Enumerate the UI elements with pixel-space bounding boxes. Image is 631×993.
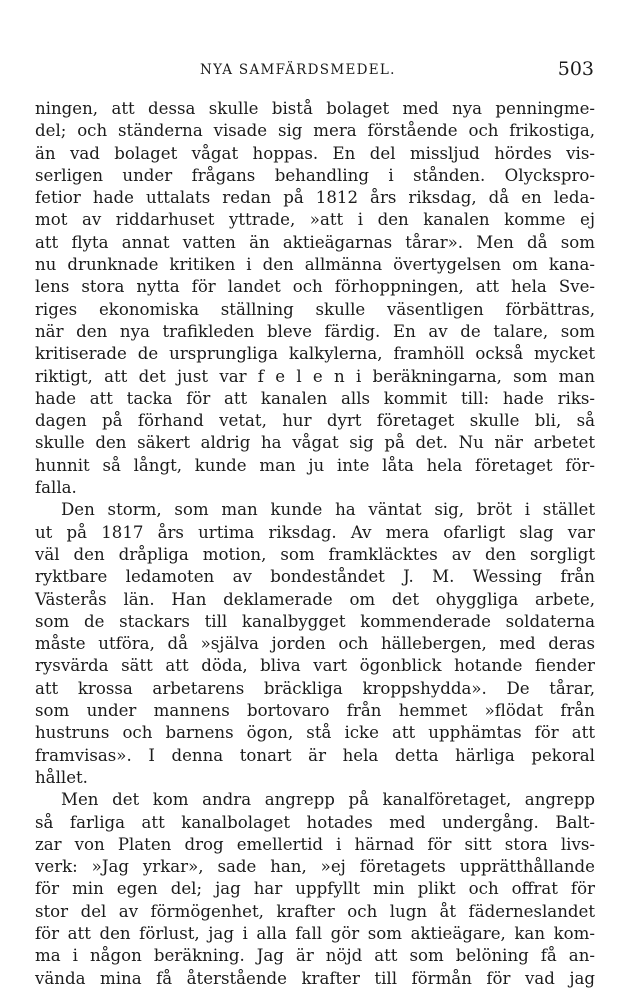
text-line: nu drunknade kritiken i den allmänna övertygelsen om kana- [35,255,595,275]
text-line: än vad bolaget vågat hoppas. En del missljud hördes vis- [35,143,595,163]
text-line: stor del av förmögenhet, krafter och lugn åt fäderneslandet [35,901,595,921]
text-line: ningen, att dessa skulle bistå bolaget med nya penningme- [35,99,595,118]
text-line: ut på 1817 års urtima riksdag. Av mera ofarligt slag var [35,522,595,542]
text-line: framvisas». I denna tonart är hela detta härliga pekoral [35,745,595,765]
text-line: väl den dråpliga motion, som framkläcktes av den sorgligt [35,544,595,564]
text-line: Den storm, som man kunde ha väntat sig, bröt i stället [61,500,595,520]
text-line: när den nya trafikleden bleve färdig. En av de talare, som [35,321,595,341]
text-line: dagen på förhand vetat, hur dyrt företaget skulle bli, så [35,411,595,431]
text-line: hunnit så långt, kunde man ju inte låta hela företaget för- [35,455,595,475]
text-line: som under mannens bortovaro från hemmet »flödat från [35,701,595,721]
text-line: som de stackars till kanalbygget kommenderade soldaterna [35,611,595,631]
text-line: riges ekonomiska ställning skulle väsentligen förbättras, [35,299,595,319]
text-line: rysvärda sätt att döda, bliva vart ögonblick hotande fiender [35,656,595,676]
text-line: riktigt, att det just var f e l e n i beräkningarna, som man [35,366,595,386]
text-line: så farliga att kanalbolaget hotades med undergång. Balt- [35,812,595,832]
text-line: måste utföra, då »själva jorden och hällebergen, med deras [35,634,595,654]
page-header [200,58,594,84]
text-line: skulle den säkert aldrig ha vågat sig på det. Nu när arbetet [35,433,595,453]
text-line: lens stora nytta för landet och förhoppningen, att hela Sve- [35,277,595,297]
running-head: NYA SAMFÄRDSMEDEL. [200,62,396,78]
text-line: falla. [35,478,77,498]
text-line: ma i någon beräkning. Jag är nöjd att som belöning få an- [35,946,595,966]
text-line: att flyta annat vatten än aktieägarnas tårar». Men då som [35,232,595,252]
text-line: mot av riddarhuset yttrade, »att i den kanalen komme ej [35,210,595,230]
body-text [35,98,595,990]
text-line: hållet. [35,767,88,787]
text-line: verk: »Jag yrkar», sade han, »ej företagets upprätthållande [35,857,595,877]
text-line: ryktbare ledamoten av bondeståndet J. M. Wessing från [35,567,595,587]
text-line: serligen under frågans behandling i stånden. Olyckspro- [35,165,595,185]
text-line: att krossa arbetarens bräckliga kroppshyddа». De tårar, [35,678,595,698]
text-line: vända mina få återstående krafter till förmån för vad jag [35,968,595,988]
text-line: Men det kom andra angrepp på kanalföretaget, angrepp [61,790,595,810]
text-line: fetior hade uttalats redan på 1812 års riksdag, då en leda- [35,188,595,208]
page-number: 503 [557,58,594,80]
text-line: zar von Platen drog emellertid i härnad för sitt stora livs- [35,834,595,854]
text-line: Västerås län. Han deklamerade om det ohyggliga arbete, [35,589,595,609]
text-line: hustruns och barnens ögon, stå icke att upphämtas för att [35,723,595,743]
text-line: hade att tacka för att kanalen alls kommit till: hade riks- [35,388,595,408]
text-line: för min egen del; jag har uppfyllt min plikt och offrat för [35,879,595,899]
text-line: del; och ständerna visade sig mera förstående och frikostiga, [35,121,595,141]
text-line: för att den förlust, jag i alla fall gör som aktieägare, kan kom- [35,923,595,943]
text-line: kritiserade de ursprungliga kalkylerna, framhöll också mycket [35,344,595,364]
